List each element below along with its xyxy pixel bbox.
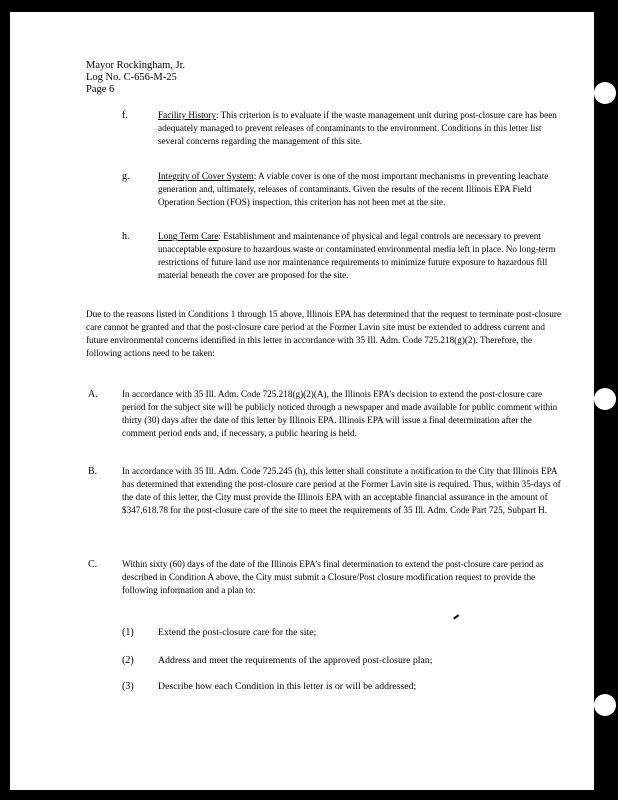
stray-mark bbox=[453, 614, 459, 619]
criterion-title: Integrity of Cover System bbox=[158, 171, 254, 181]
subitem-number: (1) bbox=[122, 627, 134, 638]
log-number: Log No. C-656-M-25 bbox=[86, 72, 177, 83]
action-b-text: In accordance with 35 Ill. Adm. Code 725.245 (h), this letter shall constitute a notification to the City that Illinois EPA has determined that extending the post-closure care period at the Former Lavin site is required. Thus, within 35-days of the date of this letter, the City must provide the Illinois EPA with an acceptable financial assurance in the amount of $347,618.78 for the post-closure care of the site to meet the requirements of 35 Ill. Adm. Code Part 725, Subpart H. bbox=[122, 466, 561, 515]
action-label: C. bbox=[88, 559, 98, 570]
intro-paragraph: Due to the reasons listed in Conditions 1 through 15 above, Illinois EPA has determined that the request to terminate post-closure care cannot be granted and that the post-closure care period at the Former Lavin site must be extended to address current and future environmental concerns identified in this letter in accordance with 35 Ill. Adm. Code 725.218(g)(2). Therefore, the following actions need to be taken: bbox=[86, 309, 562, 358]
document-page bbox=[10, 12, 594, 790]
subitem-number: (2) bbox=[122, 655, 134, 666]
criterion-f bbox=[158, 109, 563, 148]
subitem-text: Address and meet the requirements of the approved post-closure plan; bbox=[158, 655, 433, 666]
criterion-g bbox=[158, 170, 563, 209]
action-label: A. bbox=[88, 389, 98, 400]
action-label: B. bbox=[88, 466, 98, 477]
criterion-text: : A viable cover is one of the most important mechanisms in preventing leachate generation and, ultimately, releases of contaminants. Given the results of the recent Illinois EPA Field Operation Section (FOS) inspection, this criterion has not been met at the site. bbox=[158, 171, 549, 207]
criterion-letter: g. bbox=[122, 171, 130, 182]
addressee-line: Mayor Rockingham, Jr. bbox=[86, 60, 186, 71]
subitem-text: Extend the post-closure care for the site; bbox=[158, 627, 317, 638]
action-c-text: Within sixty (60) days of the date of the Illinois EPA’s final determination to extend the post-closure care period as described in Condition A above, the City must submit a Closure/Post closure modification request to provide the following information and a plan to: bbox=[122, 559, 544, 595]
punch-hole bbox=[594, 388, 616, 410]
subitem-text: Describe how each Condition in this letter is or will be addressed; bbox=[158, 681, 417, 692]
criterion-text: : Establishment and maintenance of physical and legal controls are necessary to prevent unacceptable exposure to hazardous waste or contaminated environmental media left in place. No long-term restrictions of future land use nor maintenance requirements to minimize future exposure to hazardous fill material beneath the cover are proposed for the site. bbox=[158, 231, 556, 280]
punch-hole bbox=[594, 82, 616, 104]
criterion-h bbox=[158, 230, 563, 282]
punch-hole bbox=[594, 694, 616, 716]
subitem-number: (3) bbox=[122, 681, 134, 692]
criterion-letter: f. bbox=[122, 110, 128, 121]
criterion-letter: h. bbox=[122, 231, 130, 242]
criterion-title: Facility History bbox=[158, 110, 216, 120]
page-number: Page 6 bbox=[86, 84, 115, 95]
criterion-title: Long Term Care bbox=[158, 231, 219, 241]
action-a-text: In accordance with 35 Ill. Adm. Code 725.218(g)(2)(A), the Illinois EPA’s decision to extend the post-closure care period for the subject site will be publicly noticed through a newspaper and made available for public comment within thirty (30) days after the date of this letter by Illinois EPA. Illinois EPA will issue a final determination after the comment period ends and, if necessary, a public hearing is held. bbox=[122, 389, 558, 438]
criterion-text: : This criterion is to evaluate if the waste management unit during post-closure care has been adequately managed to prevent releases of contaminants to the environment. Conditions in this letter list several concerns regarding the management of this site. bbox=[158, 110, 557, 146]
